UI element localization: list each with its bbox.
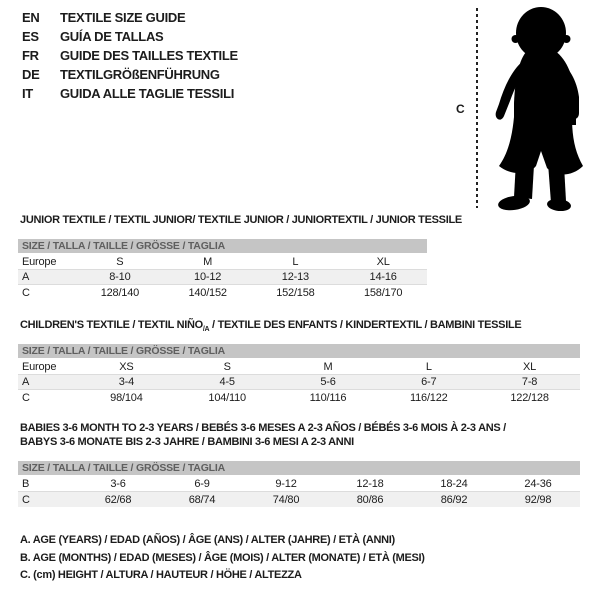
table-cell: 116/122 (410, 391, 448, 404)
children-table (18, 360, 580, 405)
babies-size-header-bar: SIZE / TALLA / TAILLE / GRÖSSE / TAGLIA (18, 461, 580, 475)
table-cell: 3-6 (110, 478, 126, 490)
babies-table-title (20, 421, 585, 449)
table-cell: 5-6 (320, 376, 336, 388)
table-cell: 6-9 (194, 478, 210, 490)
table-cell: 74/80 (272, 493, 300, 506)
junior-size-header-bar: SIZE / TALLA / TAILLE / GRÖSSE / TAGLIA (18, 239, 427, 253)
table-cell: 68/74 (188, 493, 216, 506)
row-label: C (22, 391, 30, 404)
note-age-years: A. AGE (YEARS) / EDAD (AÑOS) / ÂGE (ANS) / ALTER (JAHRE) / ETÀ (ANNI) (20, 534, 395, 546)
table-cell: 140/152 (188, 286, 227, 299)
children-title-part: CHILDREN'S TEXTILE / TEXTIL NIÑO (20, 319, 203, 331)
table-row (18, 390, 580, 405)
children-title-part: / TEXTILE DES ENFANTS / KINDERTEXTIL / BAMBINI TESSILE (209, 319, 522, 331)
row-label: C (22, 493, 30, 506)
table-row (18, 492, 580, 507)
language-label: TEXTILGRÖßENFÜHRUNG (60, 67, 220, 82)
table-cell: 128/140 (100, 286, 140, 299)
column-header: Europe (22, 361, 57, 373)
children-title-subscript: /A (202, 326, 210, 334)
language-title-block (22, 8, 238, 103)
column-header: S (116, 256, 124, 268)
column-header: Europe (22, 256, 57, 268)
table-cell: 158/170 (363, 286, 403, 299)
legend-notes (20, 534, 425, 587)
table-cell: 4-5 (219, 376, 235, 388)
table-cell: 110/116 (309, 391, 347, 404)
column-header: XL (523, 361, 537, 373)
language-row-es (22, 27, 238, 46)
language-code: FR (22, 48, 39, 63)
table-cell: 104/110 (208, 391, 246, 404)
baby-silhouette-image (487, 5, 597, 211)
language-code: DE (22, 67, 40, 82)
column-header: M (203, 256, 213, 268)
table-header-row (18, 255, 427, 270)
table-cell: 3-4 (118, 376, 135, 388)
table-cell: 9-12 (275, 478, 297, 490)
table-cell: 92/98 (524, 493, 552, 506)
children-table-title (20, 319, 521, 333)
language-label: TEXTILE SIZE GUIDE (60, 10, 186, 25)
column-header: L (425, 361, 432, 373)
column-header: XL (376, 256, 390, 268)
babies-title-line2: BABYS 3-6 MONATE BIS 2-3 JAHRE / BAMBINI 3-6 MESI A 2-3 ANNI (20, 436, 354, 448)
row-label: B (22, 478, 30, 490)
table-cell: 18-24 (440, 478, 468, 490)
table-cell: 24-36 (524, 478, 552, 490)
language-row-en (22, 8, 238, 27)
language-label: GUÍA DE TALLAS (60, 29, 164, 44)
language-row-de (22, 65, 238, 84)
table-cell: 122/128 (510, 391, 549, 404)
table-cell: 80/86 (356, 493, 384, 506)
table-header-row (18, 360, 580, 375)
table-cell: 86/92 (440, 493, 468, 506)
language-label: GUIDA ALLE TAGLIE TESSILI (60, 86, 235, 101)
row-label: A (22, 376, 30, 388)
row-label: A (22, 271, 30, 283)
table-row (18, 375, 580, 390)
language-label: GUIDE DES TAILLES TEXTILE (60, 48, 238, 63)
children-size-header-bar: SIZE / TALLA / TAILLE / GRÖSSE / TAGLIA (18, 344, 580, 358)
height-measure-label: C (456, 102, 465, 116)
table-cell: 98/104 (110, 391, 143, 404)
note-age-months: B. AGE (MONTHS) / EDAD (MESES) / ÂGE (MOIS) / ALTER (MONATE) / ETÀ (MESI) (20, 551, 425, 564)
language-row-it (22, 84, 238, 103)
language-code: ES (22, 29, 39, 44)
table-cell: 8-10 (109, 271, 131, 283)
language-code: IT (22, 86, 33, 101)
table-cell: 152/158 (276, 286, 315, 299)
language-code: EN (22, 10, 40, 25)
table-cell: 62/68 (104, 493, 132, 506)
height-measure-dashed-line (476, 8, 478, 208)
column-header: XS (119, 361, 134, 373)
column-header: L (292, 256, 299, 268)
table-row (18, 285, 427, 300)
table-cell: 7-8 (521, 376, 538, 388)
column-header: M (323, 361, 333, 373)
table-cell: 10-12 (194, 271, 222, 283)
table-row (18, 477, 580, 492)
table-cell: 12-13 (281, 271, 309, 283)
babies-title-line1: BABIES 3-6 MONTH TO 2-3 YEARS / BEBÉS 3-6 MESES A 2-3 AÑOS / BÉBÉS 3-6 MOIS À 2-3 ANS / (20, 422, 506, 434)
note-height-cm: C. (cm) HEIGHT / ALTURA / HAUTEUR / HÖHE / ALTEZZA (20, 569, 302, 581)
babies-table (18, 477, 580, 507)
table-cell: 12-18 (356, 478, 384, 490)
table-cell: 14-16 (369, 271, 397, 283)
table-cell: 6-7 (421, 376, 437, 388)
language-row-fr (22, 46, 238, 65)
row-label: C (22, 286, 30, 299)
column-header: S (223, 361, 231, 373)
junior-table (18, 255, 427, 300)
table-row (18, 270, 427, 285)
junior-table-title: JUNIOR TEXTILE / TEXTIL JUNIOR/ TEXTILE JUNIOR / JUNIORTEXTIL / JUNIOR TESSILE (20, 214, 462, 226)
